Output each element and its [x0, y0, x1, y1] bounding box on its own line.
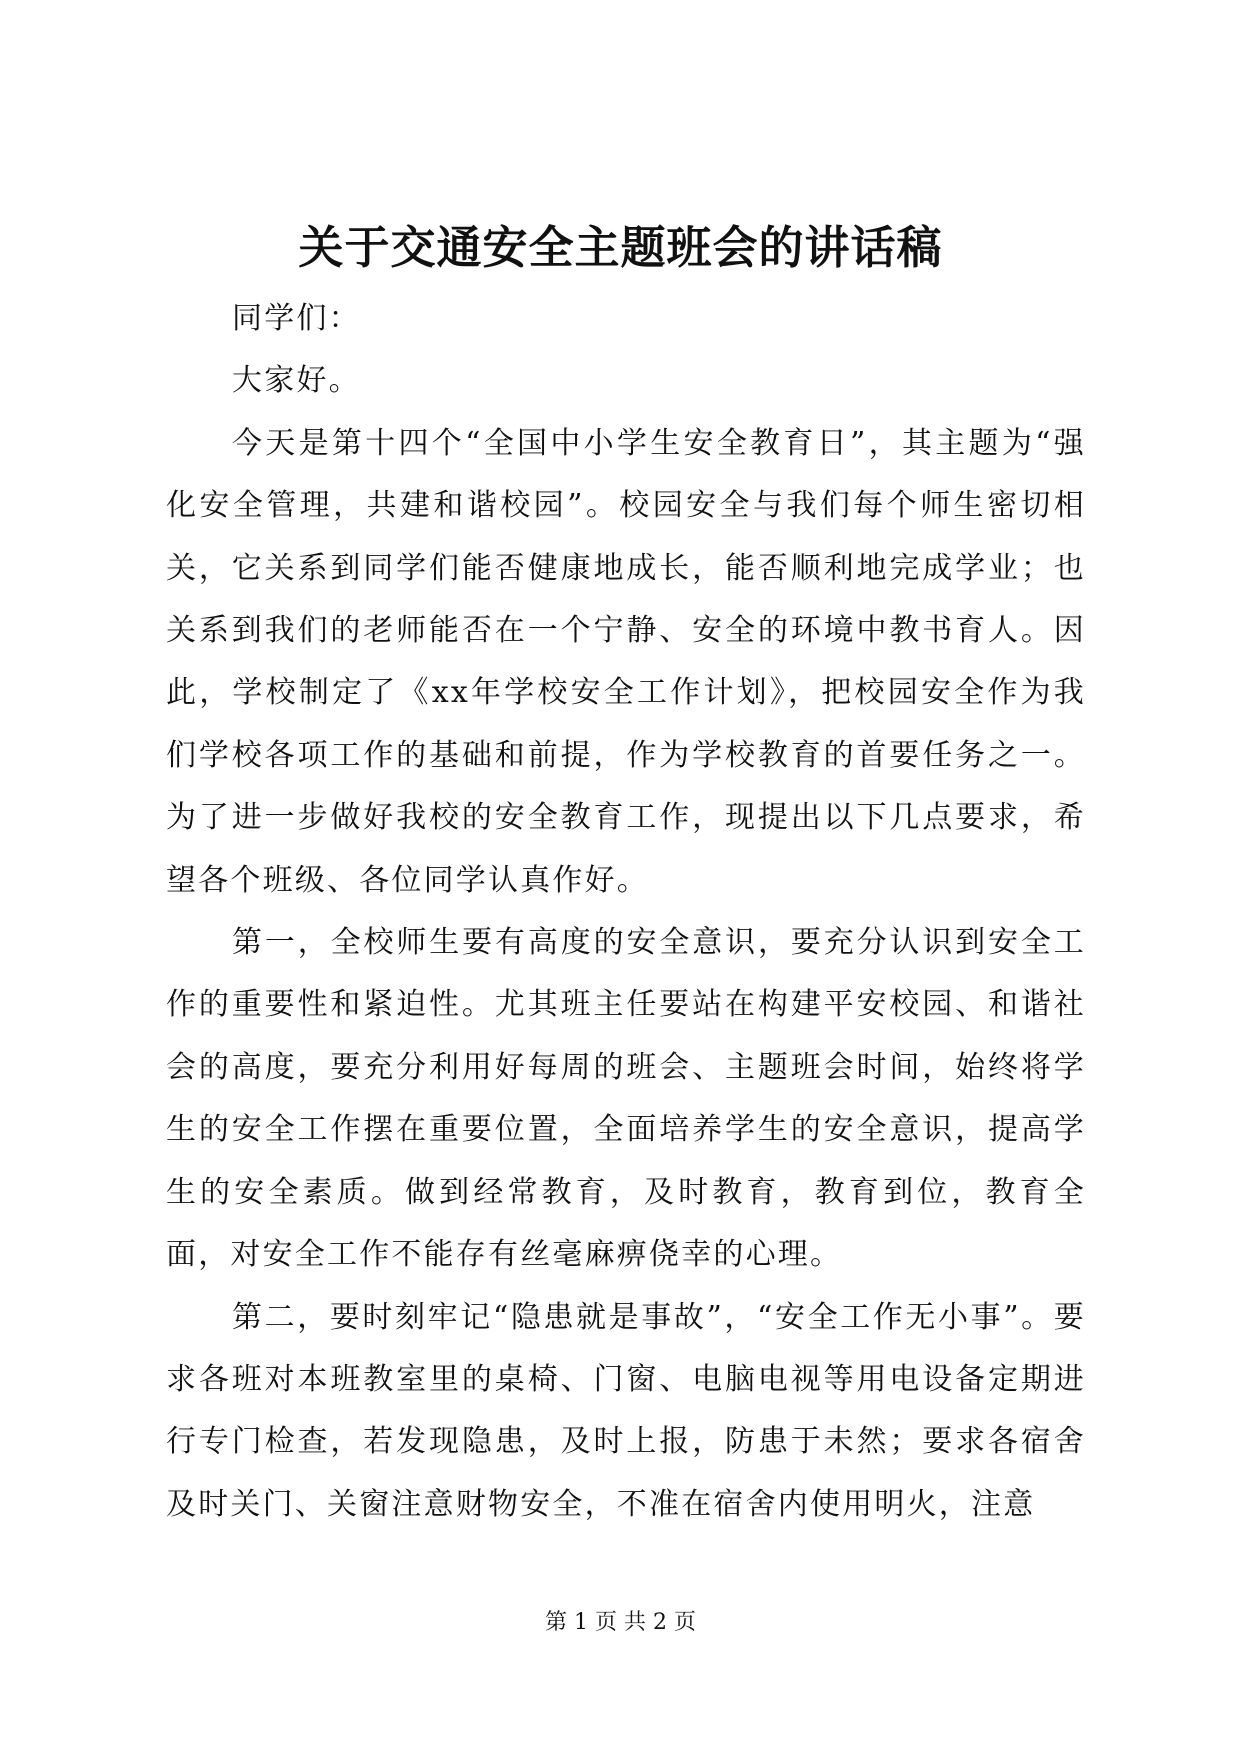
- greeting: 大家好。: [232, 363, 361, 399]
- document-title: 关于交通安全主题班会的讲话稿: [298, 221, 943, 274]
- paragraph-point-two: 第二，要时刻牢记“隐患就是事故”，“安全工作无小事”。要求各班对本班教室里的桌椅、门窗、电脑电视等用电设备定期进行专门检查，若发现隐患，及时上报，防患于未然；要求各宿舍及时关门、关窗注意财物安全，不准在宿舍内使用明火，注意: [166, 1299, 1086, 1522]
- paragraph-intro: 今天是第十四个“全国中小学生安全教育日”，其主题为“强化安全管理，共建和谐校园”。校园安全与我们每个师生密切相关，它关系到同学们能否健康地成长，能否顺利地完成学业；也关系到我们的老师能否在一个宁静、安全的环境中教书育人。因此，学校制定了《xx年学校安全工作计划》，把校园安全作为我们学校各项工作的基础和前提，作为学校教育的首要任务之一。为了进一步做好我校的安全教育工作，现提出以下几点要求，希望各个班级、各位同学认真作好。: [166, 425, 1086, 898]
- document-body: [166, 288, 1086, 1536]
- page-number-footer: 第 1 页 共 2 页: [545, 1610, 696, 1635]
- paragraph-point-one: 第一，全校师生要有高度的安全意识，要充分认识到安全工作的重要性和紧迫性。尤其班主任要站在构建平安校园、和谐社会的高度，要充分利用好每周的班会、主题班会时间，始终将学生的安全工作摆在重要位置，全面培养学生的安全意识，提高学生的安全素质。做到经常教育，及时教育，教育到位，教育全面，对安全工作不能存有丝毫麻痹侥幸的心理。: [166, 925, 1086, 1273]
- salutation: 同学们：: [232, 301, 361, 336]
